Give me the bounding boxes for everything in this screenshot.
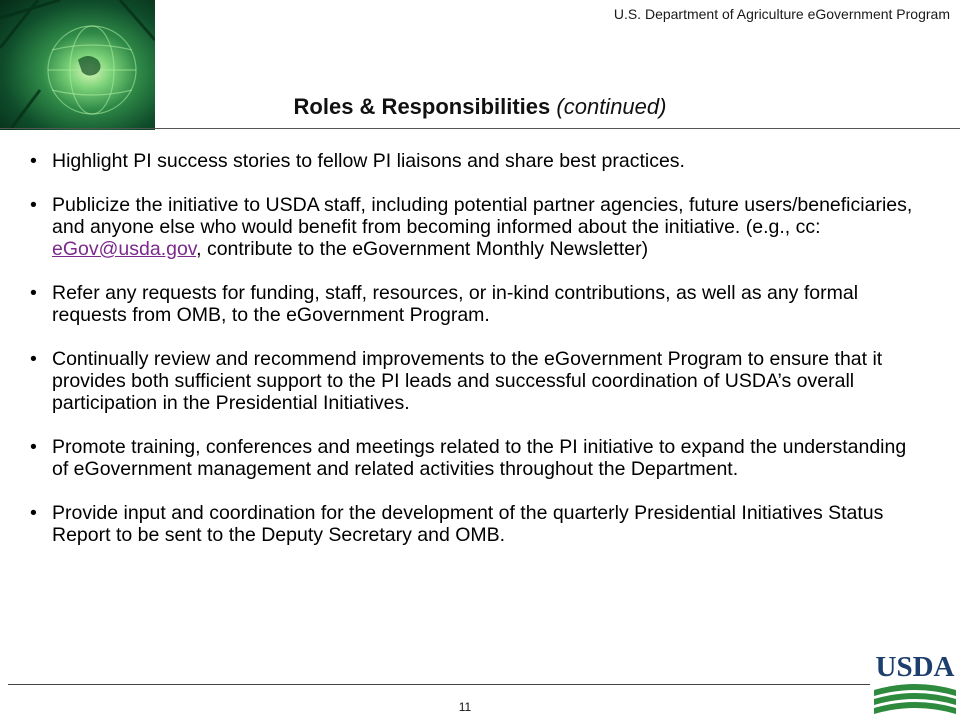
bullet-list bbox=[30, 150, 920, 568]
bullet-item-success-stories bbox=[30, 150, 920, 172]
bullet-icon: • bbox=[30, 436, 37, 458]
usda-logo-text: USDA bbox=[875, 651, 955, 683]
bullet-item-training bbox=[30, 436, 920, 480]
bullet-icon: • bbox=[30, 502, 37, 524]
bullet-item-status-report bbox=[30, 502, 920, 546]
bullet-icon: • bbox=[30, 282, 37, 304]
bullet-text: Highlight PI success stories to fellow PI liaisons and share best practices. bbox=[52, 150, 685, 172]
bullet-icon: • bbox=[30, 348, 37, 370]
bullet-text: Promote training, conferences and meetings related to the PI initiative to expand the understanding of eGovernment management and related activities throughout the Department. bbox=[52, 436, 907, 480]
bullet-item-publicize bbox=[30, 194, 920, 260]
bullet-text: Refer any requests for funding, staff, resources, or in-kind contributions, as well as any formal requests from OMB, to the eGovernment Program. bbox=[52, 282, 859, 326]
email-link[interactable]: eGov@usda.gov bbox=[52, 238, 197, 260]
usda-logo bbox=[872, 650, 958, 716]
bullet-item-refer-requests bbox=[30, 282, 920, 326]
page-title-continued: (continued) bbox=[556, 94, 667, 119]
bullet-item-review bbox=[30, 348, 920, 414]
title-divider bbox=[0, 128, 960, 129]
bullet-text: Provide input and coordination for the development of the quarterly Presidential Initiatives Status Report to be sent to the Deputy Secretary and OMB. bbox=[52, 502, 884, 546]
bullet-text-after: , contribute to the eGovernment Monthly Newsletter) bbox=[196, 238, 649, 260]
footer-divider bbox=[8, 684, 870, 685]
page-title bbox=[0, 94, 960, 120]
page-number: 11 bbox=[458, 700, 472, 714]
page-title-main: Roles & Responsibilities bbox=[293, 94, 551, 119]
organization-header: U.S. Department of Agriculture eGovernment Program bbox=[613, 6, 950, 22]
bullet-icon: • bbox=[30, 150, 37, 172]
bullet-text: Continually review and recommend improvements to the eGovernment Program to ensure that it provides both sufficient support to the PI leads and successful coordination of USDA’s overall participation in the Presidential Initiatives. bbox=[52, 348, 883, 414]
bullet-text-before: Publicize the initiative to USDA staff, including potential partner agencies, future users/beneficiaries, and anyone else who would benefit from becoming informed about the initiative. (e.g., cc: bbox=[52, 194, 913, 238]
bullet-icon: • bbox=[30, 194, 37, 216]
